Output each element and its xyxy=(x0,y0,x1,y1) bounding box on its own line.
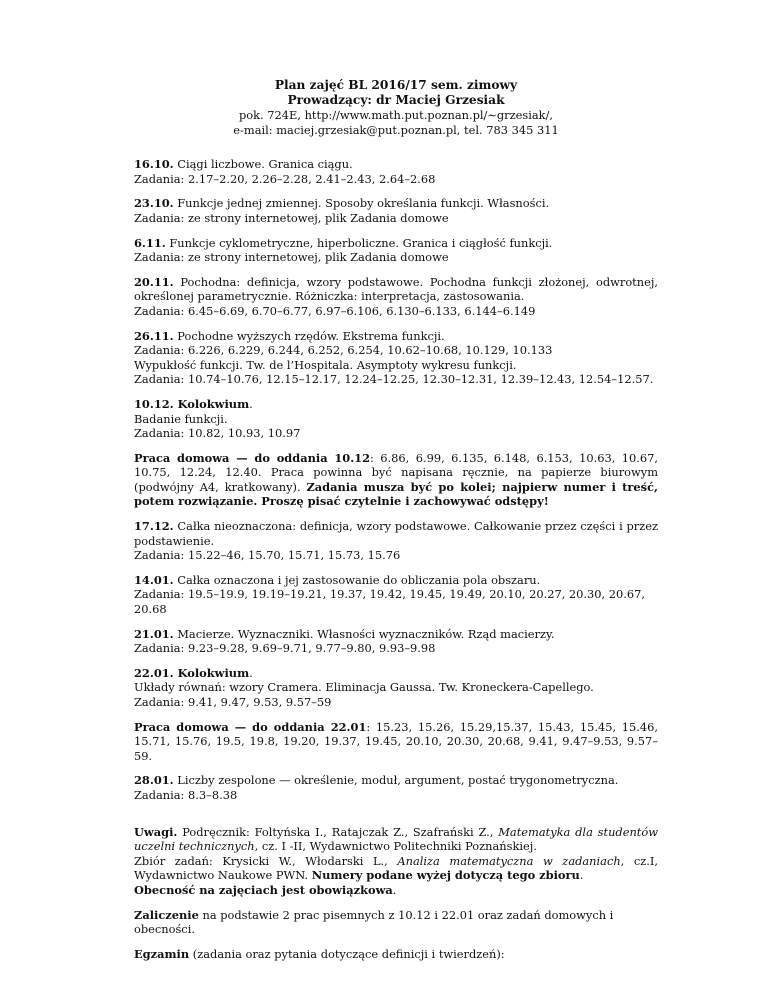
entry-tasks-2: Zadania: 9.41, 9.47, 9.53, 9.57–59 xyxy=(134,695,332,709)
entry-tasks: Zadania: ze strony internetowej, plik Zadania domowe xyxy=(134,250,449,265)
schedule-entry xyxy=(134,666,658,710)
remarks-text: Podręcznik: Foltyńska I., Ratajczak Z., Szafrański Z., xyxy=(177,824,499,839)
remarks-text: . xyxy=(579,868,584,883)
remarks-block xyxy=(134,825,658,898)
exercise-book-title: Analiza matematyczna w zadaniach xyxy=(397,853,621,868)
homework-block xyxy=(134,720,658,764)
entry-topic: . xyxy=(249,665,253,680)
entry-date: 6.11. xyxy=(134,235,166,250)
entry-topic: Całka oznaczona i jej zastosowanie do obliczania pola obszaru. xyxy=(173,572,541,587)
lecturer-name: Prowadzący: dr Maciej Grzesiak xyxy=(287,93,505,107)
attendance-note: Obecność na zajęciach jest obowiązkowa xyxy=(134,882,393,897)
document-page xyxy=(134,78,658,971)
entry-date: 28.01. xyxy=(134,773,174,788)
entry-topic-2: Wypukłość funkcji. Tw. de l’Hospitala. Asymptoty wykresu funkcji. xyxy=(134,357,517,372)
schedule-entry xyxy=(134,157,658,186)
remarks-text: . xyxy=(392,882,397,897)
schedule-entry xyxy=(134,236,658,265)
entry-date: 22.01. Kolokwium xyxy=(134,665,250,680)
exam-label: Egzamin xyxy=(134,946,190,961)
office-info: pok. 724E, http://www.math.put.poznan.pl/∼grzesiak/, xyxy=(238,108,554,122)
credit-block xyxy=(134,908,658,937)
remarks-text: , cz. I -II, Wydawnictwo Politechniki Poznańskiej. xyxy=(254,839,537,854)
credit-text: na podstawie 2 prac pisemnych z 10.12 i 22.01 oraz zadań domowych i obecności. xyxy=(134,907,614,937)
schedule-entry xyxy=(134,397,658,441)
entry-date: 23.10. xyxy=(134,196,174,211)
homework-label: Praca domowa — do oddania 22.01 xyxy=(134,719,367,734)
entry-tasks: Zadania: 2.17–2.20, 2.26–2.28, 2.41–2.43, 2.64–2.68 xyxy=(134,171,436,186)
entry-tasks-2: Zadania: 10.74–10.76, 12.15–12.17, 12.24–12.25, 12.30–12.31, 12.39–12.43, 12.54–12.57. xyxy=(134,372,654,387)
exam-text: (zadania oraz pytania dotyczące definicji i twierdzeń): xyxy=(189,946,505,961)
entry-topic: Całka nieoznaczona: definicja, wzory podstawowe. Całkowanie przez części i przez podstawienie. xyxy=(134,519,658,548)
remarks-text: , cz.I, Wydawnictwo Naukowe PWN. xyxy=(134,853,658,883)
entry-topic: Liczby zespolone — określenie, moduł, argument, postać trygonometryczna. xyxy=(173,773,619,788)
entry-date: 17.12. xyxy=(134,519,174,534)
entry-tasks: Zadania: 9.23–9.28, 9.69–9.71, 9.77–9.80, 9.93–9.98 xyxy=(134,641,436,656)
entry-tasks: Zadania: 6.45–6.69, 6.70–6.77, 6.97–6.106, 6.130–6.133, 6.144–6.149 xyxy=(134,303,536,318)
entry-tasks: Zadania: ze strony internetowej, plik Zadania domowe xyxy=(134,210,449,225)
entry-topic: Funkcje jednej zmiennej. Sposoby określania funkcji. Własności. xyxy=(173,196,550,211)
contact-info: e-mail: maciej.grzesiak@put.poznan.pl, tel. 783 345 311 xyxy=(233,122,559,137)
remarks-label: Uwagi. xyxy=(134,824,178,839)
remarks-emphasis: Numery podane wyżej dotyczą tego zbioru xyxy=(311,868,580,883)
schedule-entry xyxy=(134,627,658,656)
entry-date: 10.12. Kolokwium xyxy=(134,396,250,411)
homework-rules: Zadania musza być po kolei; najpierw numer i treść, potem rozwiązanie. Proszę pisać czytelnie i zachowywać odstępy! xyxy=(134,479,658,509)
entry-tasks: Układy równań: wzory Cramera. Eliminacja Gaussa. Tw. Kroneckera-Capellego. xyxy=(134,680,594,695)
schedule-entry xyxy=(134,275,658,319)
entry-topic: Pochodne wyższych rzędów. Ekstrema funkcji. xyxy=(173,328,445,343)
schedule-entry xyxy=(134,519,658,563)
credit-label: Zaliczenie xyxy=(134,907,199,922)
entry-date: 14.01. xyxy=(134,572,174,587)
entry-topic: . xyxy=(249,396,253,411)
textbook-title: Matematyka dla studentów uczelni technicznych xyxy=(134,824,658,854)
entry-tasks: Badanie funkcji. xyxy=(134,411,228,426)
homework-text: : 15.23, 15.26, 15.29,15.37, 15.43, 15.45, 15.46, 15.71, 15.76, 19.5, 19.8, 19.20, 19.37, 19.45, 20.10, 20.30, 20.68, 9.41, 9.47–9.53, 9.57–59. xyxy=(134,719,659,763)
entry-date: 21.01. xyxy=(134,626,174,641)
entry-topic: Ciągi liczbowe. Granica ciągu. xyxy=(173,157,353,172)
entry-topic: Macierze. Wyznaczniki. Własności wyznaczników. Rząd macierzy. xyxy=(173,626,555,641)
homework-block xyxy=(134,451,658,509)
entry-tasks-2: Zadania: 10.82, 10.93, 10.97 xyxy=(134,426,301,441)
page-title: Plan zajęć BL 2016/17 sem. zimowy xyxy=(274,78,518,92)
entry-tasks: Zadania: 6.226, 6.229, 6.244, 6.252, 6.254, 10.62–10.68, 10.129, 10.133 xyxy=(134,343,553,358)
remarks-text: Zbiór zadań: Krysicki W., Włodarski L., xyxy=(134,853,398,868)
entry-date: 20.11. xyxy=(134,274,174,289)
entry-tasks: Zadania: 8.3–8.38 xyxy=(134,787,238,802)
entry-tasks: Zadania: 19.5–19.9, 19.19–19.21, 19.37, 19.42, 19.45, 19.49, 20.10, 20.27, 20.30, 20.67, 20.68 xyxy=(134,587,646,617)
homework-text: : 6.86, 6.99, 6.135, 6.148, 6.153, 10.63, 10.67, 10.75, 12.24, 12.40. Praca powinna być napisana ręcznie, na papierze biurowym (podwójny A4, kratkowany). xyxy=(134,450,658,494)
entry-topic: Pochodna: definicja, wzory podstawowe. Pochodna funkcji złożonej, odwrotnej, określonej parametrycznie. Różniczka: interpretacja, zastosowania. xyxy=(134,274,658,304)
homework-label: Praca domowa — do oddania 10.12 xyxy=(134,450,371,465)
entry-tasks: Zadania: 15.22–46, 15.70, 15.71, 15.73, 15.76 xyxy=(134,548,401,563)
exam-block xyxy=(134,947,658,962)
schedule-entry xyxy=(134,196,658,225)
schedule-entry xyxy=(134,573,658,617)
schedule-entry xyxy=(134,329,658,387)
schedule-entry xyxy=(134,773,658,802)
entry-date: 26.11. xyxy=(134,328,174,343)
entry-topic: Funkcje cyklometryczne, hiperboliczne. Granica i ciągłość funkcji. xyxy=(165,235,553,250)
document-header xyxy=(134,78,658,137)
entry-date: 16.10. xyxy=(134,157,174,172)
